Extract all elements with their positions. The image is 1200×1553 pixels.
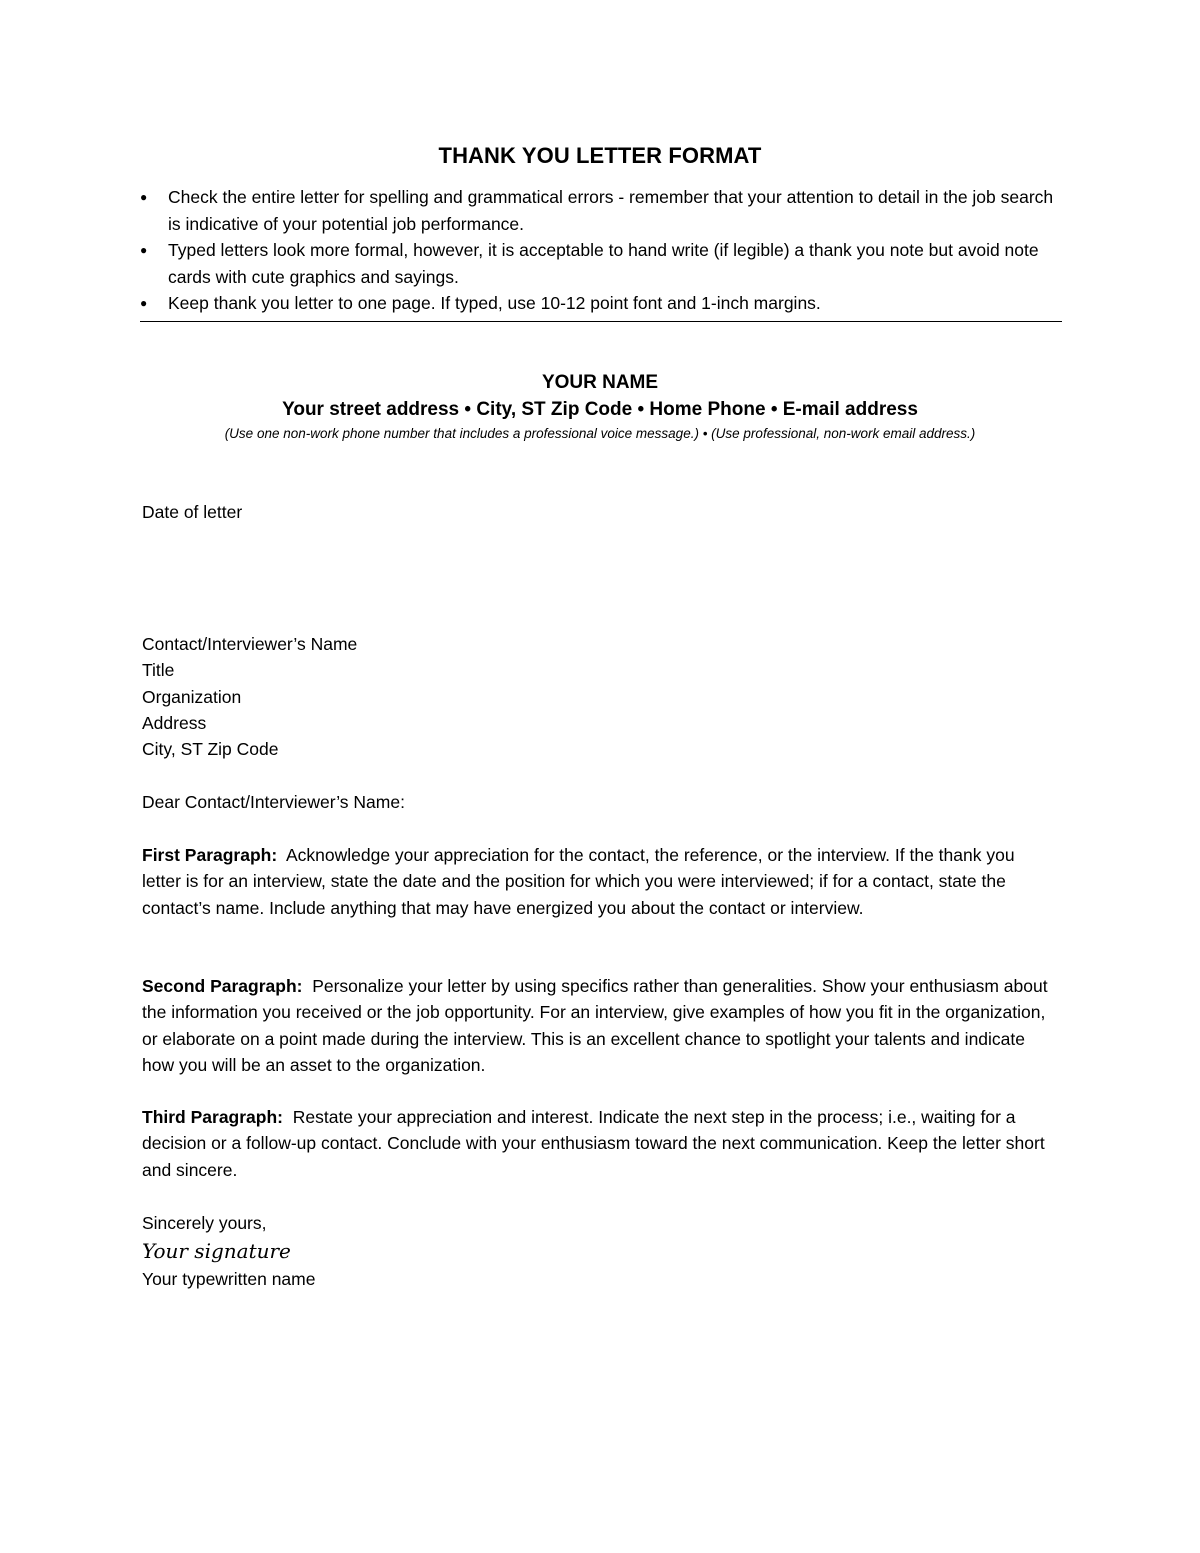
valediction: Sincerely yours, (142, 1213, 267, 1233)
tip-item (140, 237, 1062, 290)
paragraph-text: Acknowledge your appreciation for the contact, the reference, or the interview. If the thank you letter is for an interview, state the date and the position for which you were interviewed; if for a contact, state the contact’s name. Include anything that may have energized you about the contact or interview. (142, 845, 1015, 918)
bullet-icon: ● (140, 296, 148, 310)
letterhead-contact-note: (Use one non-work phone number that includes a professional voice message.) • (Use professional, non-work email address.) (224, 426, 976, 441)
tip-item (140, 290, 1062, 317)
tip-text: Keep thank you letter to one page. If typed, use 10-12 point font and 1-inch margins. (168, 293, 821, 313)
paragraph-text: Restate your appreciation and interest. Indicate the next step in the process; i.e., waiting for a decision or a follow-up contact. Conclude with your enthusiasm toward the next communication. Keep the letter short and sincere. (142, 1107, 1045, 1180)
recipient-city: City, ST Zip Code (142, 739, 279, 760)
closing-block (142, 1210, 1057, 1293)
paragraph-text: Personalize your letter by using specifics rather than generalities. Show your enthusiasm about the information you received or the job opportunity. For an interview, give examples of how you fit in the organization, or elaborate on a point made during the interview. This is an excellent chance to spotlight your talents and indicate how you will be an asset to the organization. (142, 976, 1048, 1075)
paragraph-label: First Paragraph: (142, 845, 278, 865)
paragraph-label: Third Paragraph: (142, 1107, 283, 1127)
tips-list (140, 184, 1062, 322)
third-paragraph (142, 1104, 1057, 1183)
letterhead-contact-line: Your street address • City, ST Zip Code • Home Phone • E-mail address (282, 399, 918, 420)
second-paragraph (142, 973, 1057, 1078)
recipient-organization: Organization (142, 686, 242, 707)
salutation: Dear Contact/Interviewer’s Name: (142, 792, 405, 812)
tip-text: Check the entire letter for spelling and grammatical errors - remember that your attention to detail in the job search is indicative of your potential job performance. (168, 187, 1054, 234)
page-title: THANK YOU LETTER FORMAT (438, 143, 762, 168)
typed-name: Your typewritten name (142, 1269, 316, 1290)
tip-item (140, 184, 1062, 237)
first-paragraph (142, 842, 1057, 921)
recipient-block (142, 631, 1057, 762)
tip-text: Typed letters look more formal, however, it is acceptable to hand write (if legible) a thank you note but avoid note cards with cute graphics and sayings. (168, 240, 1039, 287)
letter-date: Date of letter (142, 502, 243, 522)
recipient-address: Address (142, 712, 207, 733)
paragraph-label: Second Paragraph: (142, 976, 303, 996)
recipient-name: Contact/Interviewer’s Name (142, 634, 358, 654)
signature: Your signature (142, 1239, 291, 1264)
bullet-icon: ● (140, 190, 148, 204)
letterhead (0, 370, 1200, 444)
recipient-title: Title (142, 660, 175, 681)
bullet-icon: ● (140, 243, 148, 257)
letterhead-name: YOUR NAME (541, 372, 659, 393)
